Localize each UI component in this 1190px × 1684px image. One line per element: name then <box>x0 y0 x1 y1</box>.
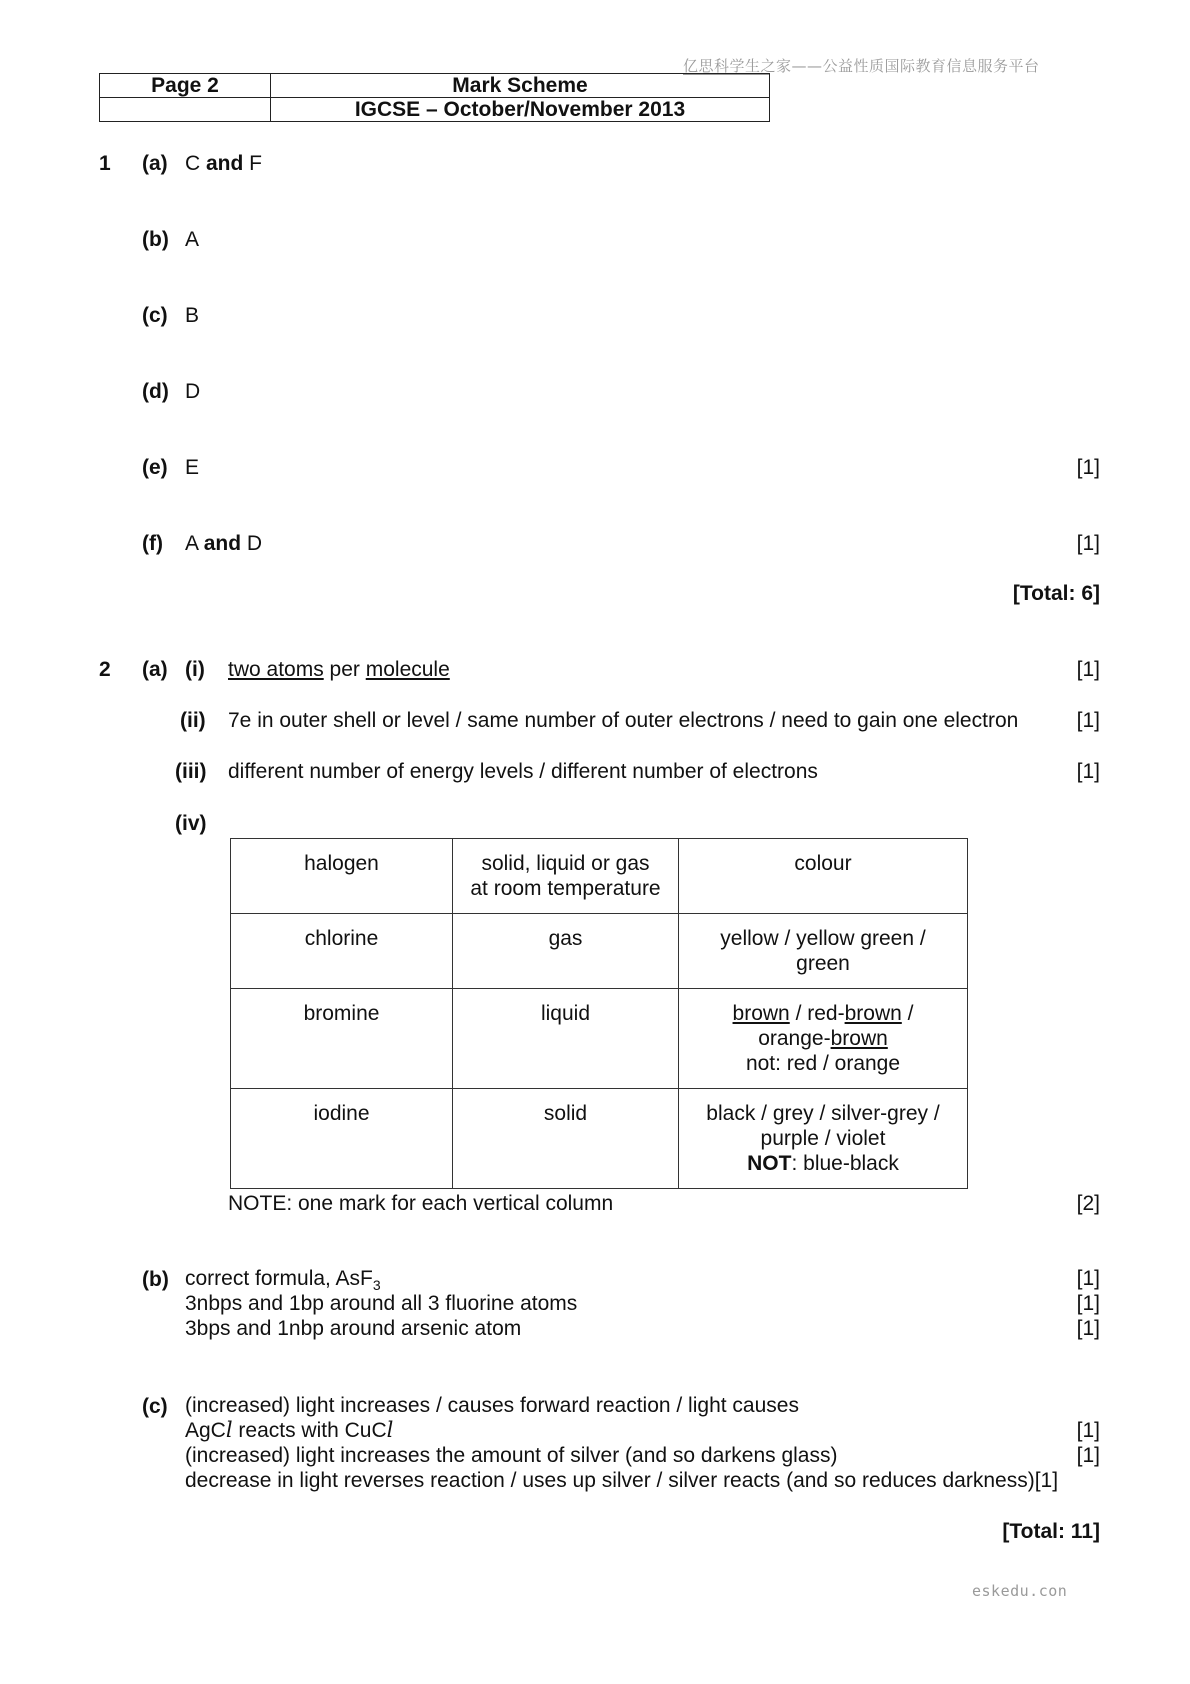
table-note-mark: [2] <box>1076 1192 1100 1215</box>
q2-b-line3: 3bps and 1nbp around arsenic atom <box>185 1317 522 1340</box>
colour-line <box>685 1151 961 1176</box>
header-table <box>99 73 770 122</box>
q2-b-mark-1: [1] <box>1076 1267 1100 1290</box>
q2-a-i-label: (i) <box>185 658 205 681</box>
colour-text: / red- <box>789 1002 845 1025</box>
q1-b-answer: A <box>185 228 200 251</box>
formula-text: AgC <box>185 1419 226 1442</box>
header-page: Page 2 <box>100 74 271 98</box>
answer-text: D <box>241 532 263 555</box>
q1-total: [Total: 6] <box>1012 582 1100 605</box>
watermark-bottom: eskedu.con <box>972 1582 1068 1600</box>
colour-line: not: red / orange <box>745 1052 901 1075</box>
not-keyword: NOT <box>747 1152 792 1175</box>
colour-text: / <box>901 1002 914 1025</box>
q2-a-iii-label: (iii) <box>175 760 207 783</box>
q2-a-ii-answer: 7e in outer shell or level / same number of outer electrons / need to gain one electron <box>228 709 1019 732</box>
answer-and: and <box>206 152 244 175</box>
q2-a-ii-label: (ii) <box>180 709 206 732</box>
q1-f-mark: [1] <box>1076 532 1100 555</box>
q2-a-iii-mark: [1] <box>1076 760 1100 783</box>
cell-colour <box>679 989 968 1089</box>
header-title: Mark Scheme <box>271 74 770 98</box>
cell-state: liquid <box>453 989 679 1089</box>
cell-halogen: chlorine <box>231 914 453 989</box>
keyword-underlined: brown <box>844 1002 902 1025</box>
q2-b-line2: 3nbps and 1bp around all 3 fluorine atoms <box>185 1292 578 1315</box>
answer-text: C <box>185 152 206 175</box>
watermark-top: 亿思科学生之家——公益性质国际教育信息服务平台 <box>683 57 1040 75</box>
colour-line <box>685 1001 961 1026</box>
colour-line: purple / violet <box>760 1127 886 1150</box>
table-header-halogen: halogen <box>231 839 453 914</box>
cell-state: solid <box>453 1089 679 1189</box>
table-note: NOTE: one mark for each vertical column <box>228 1192 614 1215</box>
colour-line: yellow / yellow green / <box>720 927 926 950</box>
keyword-underlined: brown <box>732 1002 790 1025</box>
cell-colour <box>679 914 968 989</box>
header-line: at room temperature <box>470 877 661 900</box>
formula-text: reacts with CuC <box>232 1419 387 1442</box>
q1-e-answer: E <box>185 456 200 479</box>
q2-c-line3: (increased) light increases the amount of silver (and so darkens glass) <box>185 1444 838 1467</box>
q1-number: 1 <box>99 152 111 175</box>
formula-subscript: 3 <box>372 1277 381 1294</box>
header-empty-cell <box>100 98 271 122</box>
chlorine-l-symbol: l <box>386 1418 394 1442</box>
table-header-colour: colour <box>679 839 968 914</box>
answer-and: and <box>203 532 242 555</box>
colour-text: : blue-black <box>791 1152 899 1175</box>
q2-b-mark-3: [1] <box>1076 1317 1100 1340</box>
cell-colour <box>679 1089 968 1189</box>
cell-halogen: iodine <box>231 1089 453 1189</box>
q2-a-iv-label: (iv) <box>175 812 207 835</box>
keyword-underlined: two atoms <box>228 658 324 681</box>
colour-line: green <box>796 952 850 975</box>
q1-c-answer: B <box>185 304 200 327</box>
answer-text: F <box>243 152 263 175</box>
q1-f-label: (f) <box>142 532 163 555</box>
q2-c-label: (c) <box>142 1395 168 1418</box>
colour-text: orange- <box>758 1027 831 1050</box>
q2-a-i-answer <box>228 658 450 682</box>
q1-f-answer <box>185 532 262 556</box>
colour-line: black / grey / silver-grey / <box>706 1102 940 1125</box>
chlorine-l-symbol: l <box>225 1418 233 1442</box>
q2-a-label: (a) <box>142 658 168 681</box>
formula-text: correct formula, AsF <box>185 1267 373 1290</box>
q2-c-line2 <box>185 1418 393 1443</box>
q2-b-label: (b) <box>142 1268 169 1291</box>
table-row-bromine <box>231 989 968 1089</box>
q1-e-mark: [1] <box>1076 456 1100 479</box>
cell-state: gas <box>453 914 679 989</box>
q1-c-label: (c) <box>142 304 168 327</box>
q2-c-mark-1: [1] <box>1076 1419 1100 1442</box>
table-row-iodine <box>231 1089 968 1189</box>
keyword-underlined: brown <box>830 1027 888 1050</box>
q2-a-i-mark: [1] <box>1076 658 1100 681</box>
q1-d-label: (d) <box>142 380 169 403</box>
q1-a-answer <box>185 152 262 176</box>
keyword-underlined: molecule <box>365 658 450 681</box>
table-row-chlorine <box>231 914 968 989</box>
q2-c-line4: decrease in light reverses reaction / uses up silver / silver reacts (and so reduces darkness)[1] <box>185 1469 1059 1492</box>
q1-a-label: (a) <box>142 152 168 175</box>
table-header-state <box>453 839 679 914</box>
colour-line <box>685 1026 961 1051</box>
q2-total: [Total: 11] <box>1002 1520 1100 1543</box>
q1-b-label: (b) <box>142 228 169 251</box>
header-subtitle: IGCSE – October/November 2013 <box>271 98 770 122</box>
q1-e-label: (e) <box>142 456 168 479</box>
q2-b-mark-2: [1] <box>1076 1292 1100 1315</box>
q2-a-ii-mark: [1] <box>1076 709 1100 732</box>
header-line: solid, liquid or gas <box>481 852 650 875</box>
q2-a-iii-answer: different number of energy levels / different number of electrons <box>228 760 818 783</box>
q2-c-line1: (increased) light increases / causes forward reaction / light causes <box>185 1394 799 1417</box>
answer-text: per <box>323 658 366 681</box>
answer-text: A <box>185 532 204 555</box>
q2-number: 2 <box>99 658 111 681</box>
q2-c-mark-2: [1] <box>1076 1444 1100 1467</box>
halogen-table <box>230 838 968 1189</box>
q1-d-answer: D <box>185 380 201 403</box>
cell-halogen: bromine <box>231 989 453 1089</box>
